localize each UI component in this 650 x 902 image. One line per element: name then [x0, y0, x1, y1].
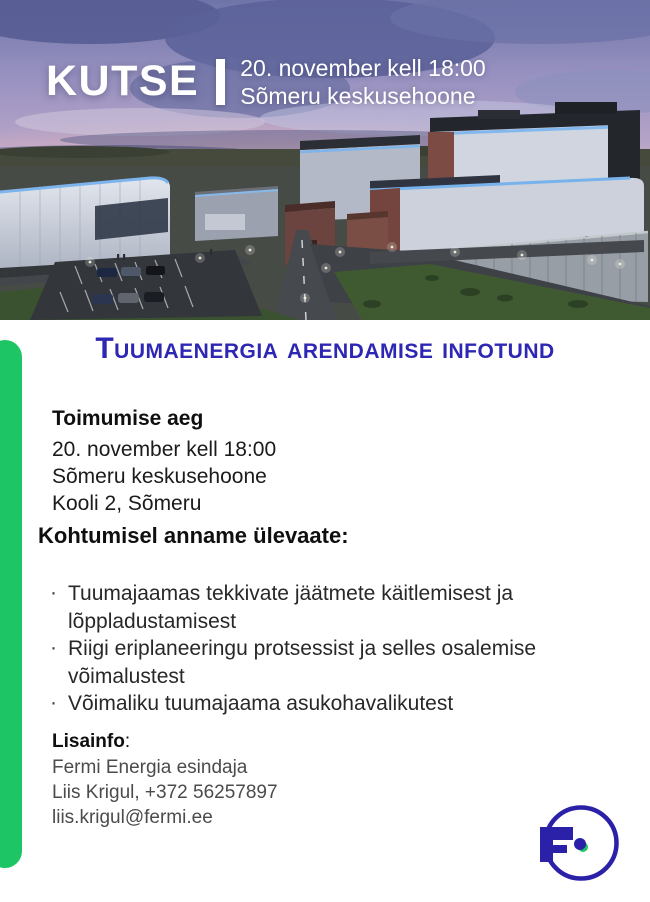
- event-datetime: 20. november kell 18:00: [52, 438, 277, 461]
- hero-banner: [0, 0, 650, 320]
- bullet-icon: ·: [50, 581, 57, 604]
- hero-datetime: 20. november kell 18:00: [240, 55, 486, 81]
- invitation-badge: KUTSE: [46, 57, 200, 105]
- overview-section: [38, 523, 575, 718]
- fermi-energia-logo: [533, 803, 625, 883]
- list-item-text: Tuumajaamas tekkivate jäätmete käitlemisest ja lõppladustamisest: [68, 582, 514, 633]
- list-item: [50, 690, 575, 718]
- event-venue: Sõmeru keskusehoone: [52, 465, 267, 488]
- list-item-text: Riigi eriplaneeringu protsessist ja selles osalemise võimalustest: [68, 637, 537, 688]
- contact-person-phone: Liis Krigul, +372 56257897: [52, 782, 278, 803]
- bullet-icon: ·: [50, 636, 57, 659]
- event-details: [52, 405, 276, 517]
- contact-organization: Fermi Energia esindaja: [52, 757, 248, 778]
- list-item: [50, 635, 575, 690]
- overview-heading: Kohtumisel anname ülevaate:: [38, 523, 349, 548]
- bullet-icon: ·: [50, 691, 57, 714]
- accent-pill: [0, 340, 22, 868]
- fermi-logo-dot: [574, 838, 588, 852]
- contact-heading: Lisainfo: [52, 731, 125, 752]
- list-item-text: Võimaliku tuumajaama asukohavalikutest: [68, 692, 454, 715]
- contact-email: liis.krigul@fermi.ee: [52, 807, 213, 828]
- page-title: Tuumaenergia arendamise infotund: [95, 332, 555, 365]
- contact-section: [52, 728, 278, 830]
- list-item: [50, 580, 575, 635]
- event-address: Kooli 2, Sõmeru: [52, 492, 202, 515]
- facility-rendering-image: [0, 0, 650, 320]
- hero-venue: Sõmeru keskusehoone: [240, 82, 476, 109]
- hero-header: [46, 54, 486, 110]
- fermi-logo-f: [540, 827, 573, 862]
- event-heading: Toimumise aeg: [52, 407, 204, 430]
- divider-bar: [216, 59, 225, 105]
- contact-heading-colon: :: [124, 731, 131, 752]
- overview-list: [38, 580, 575, 718]
